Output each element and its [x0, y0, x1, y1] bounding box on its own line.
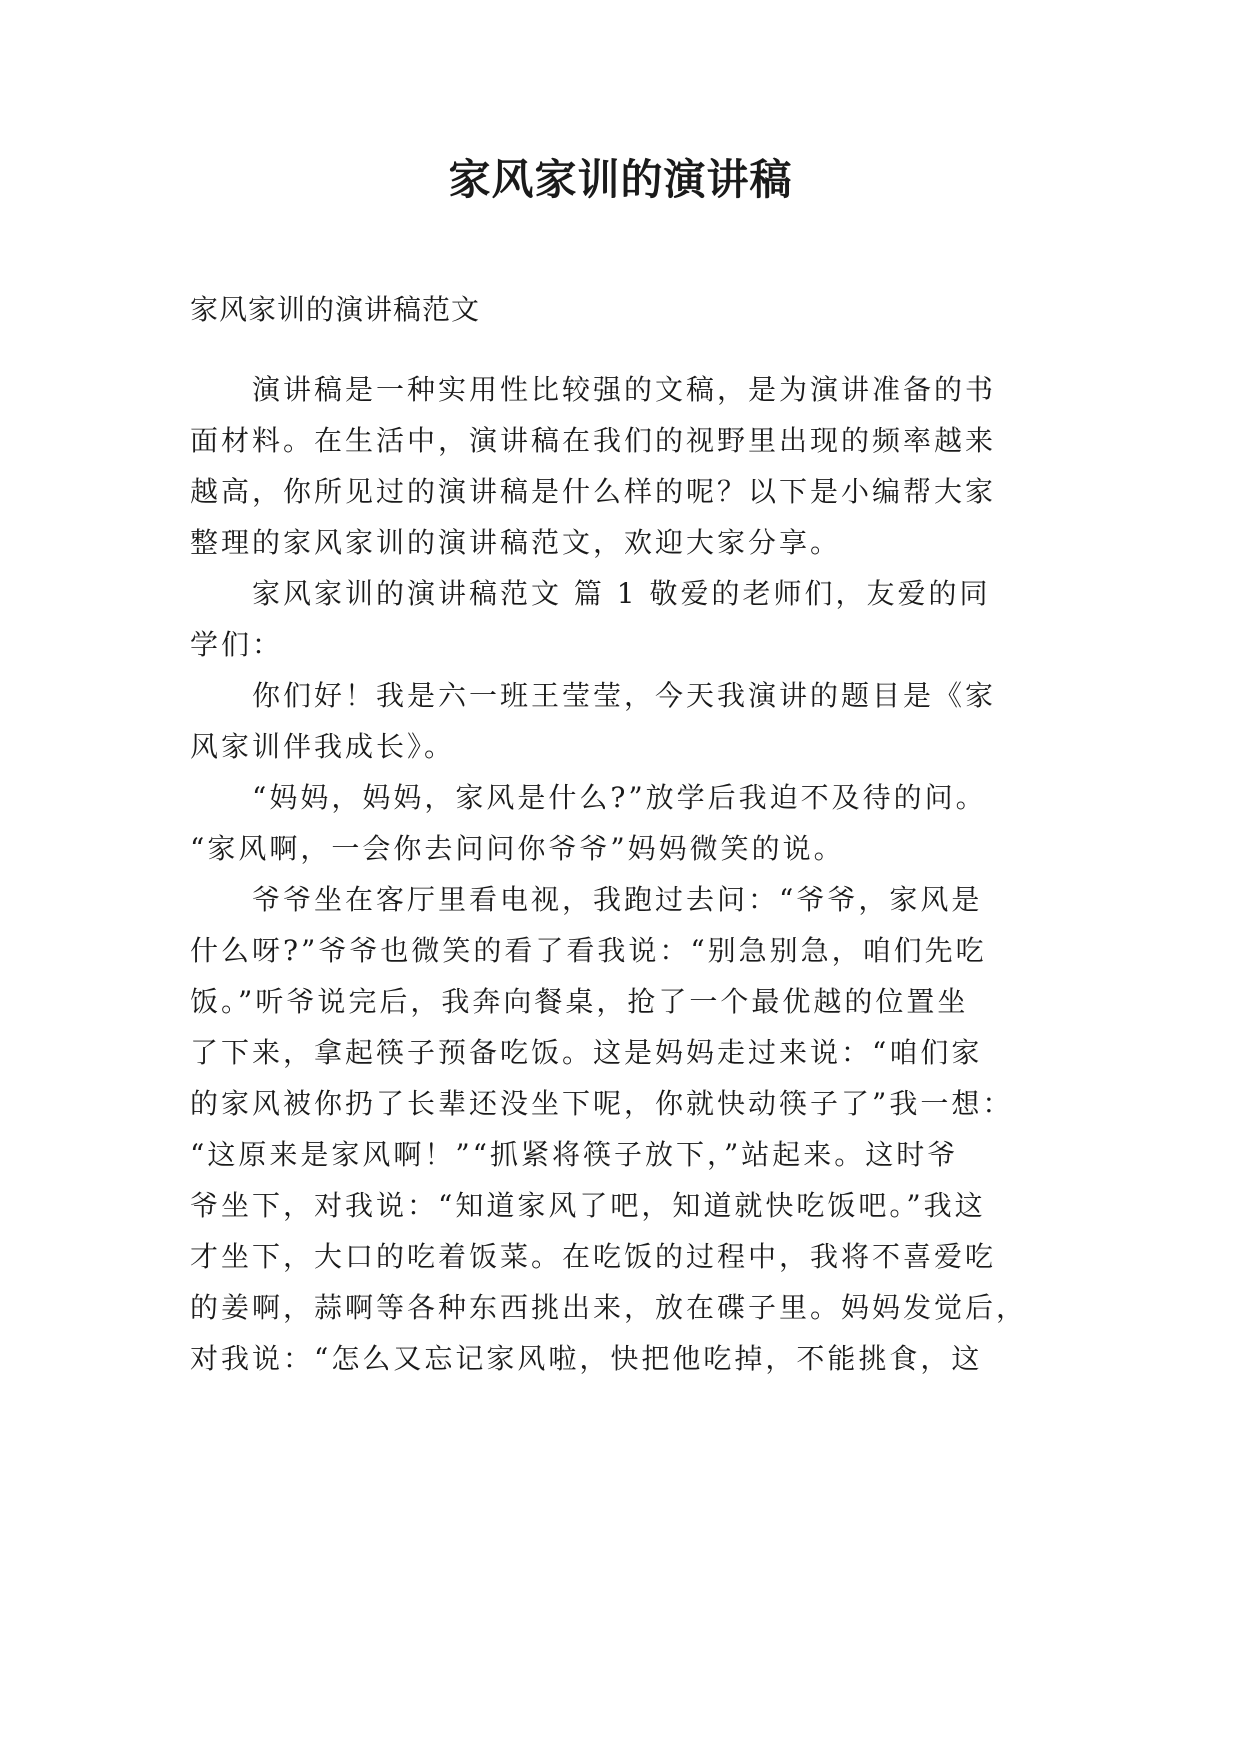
body-line: 爷坐下，对我说：“知道家风了吧，知道就快吃饭吧。”我这 — [190, 1189, 986, 1222]
body-line: 的家风被你扔了长辈还没坐下呢，你就快动筷子了”我一想： — [190, 1087, 1014, 1120]
body-line: 了下来，拿起筷子预备吃饭。这是妈妈走过来说：“咱们家 — [190, 1036, 983, 1069]
body-line: 爷爷坐在客厅里看电视，我跑过去问：“爷爷，家风是 — [252, 883, 983, 916]
body-line: “这原来是家风啊！”“抓紧将筷子放下，”站起来。这时爷 — [190, 1138, 959, 1171]
document-title: 家风家训的演讲稿 — [448, 155, 793, 204]
body-line: 演讲稿是一种实用性比较强的文稿，是为演讲准备的书 — [252, 373, 997, 406]
body-line: 家风家训的演讲稿范文 篇 1 敬爱的老师们，友爱的同 — [252, 577, 991, 610]
document-subtitle: 家风家训的演讲稿范文 — [190, 293, 481, 326]
body-line: “家风啊，一会你去问问你爷爷”妈妈微笑的说。 — [190, 832, 845, 865]
body-line: “妈妈，妈妈，家风是什么?”放学后我迫不及待的问。 — [252, 781, 987, 814]
body-line: 整理的家风家训的演讲稿范文，欢迎大家分享。 — [190, 526, 842, 559]
body-line: 对我说：“怎么又忘记家风啦，快把他吃掉，不能挑食，这 — [190, 1342, 983, 1375]
body-line: 的姜啊，蒜啊等各种东西挑出来，放在碟子里。妈妈发觉后， — [190, 1291, 1028, 1324]
body-line: 饭。”听爷说完后，我奔向餐桌，抢了一个最优越的位置坐 — [190, 985, 969, 1018]
body-line: 你们好！我是六一班王莹莹，今天我演讲的题目是《家 — [252, 679, 997, 712]
body-line: 越高，你所见过的演讲稿是什么样的呢？以下是小编帮大家 — [190, 475, 997, 508]
body-line: 才坐下，大口的吃着饭菜。在吃饭的过程中，我将不喜爱吃 — [190, 1240, 997, 1273]
body-line: 学们： — [190, 628, 284, 661]
body-line: 什么呀?”爷爷也微笑的看了看我说：“别急别急，咱们先吃 — [190, 934, 987, 967]
body-line: 风家训伴我成长》。 — [190, 730, 456, 763]
body-line: 面材料。在生活中，演讲稿在我们的视野里出现的频率越来 — [190, 424, 997, 457]
